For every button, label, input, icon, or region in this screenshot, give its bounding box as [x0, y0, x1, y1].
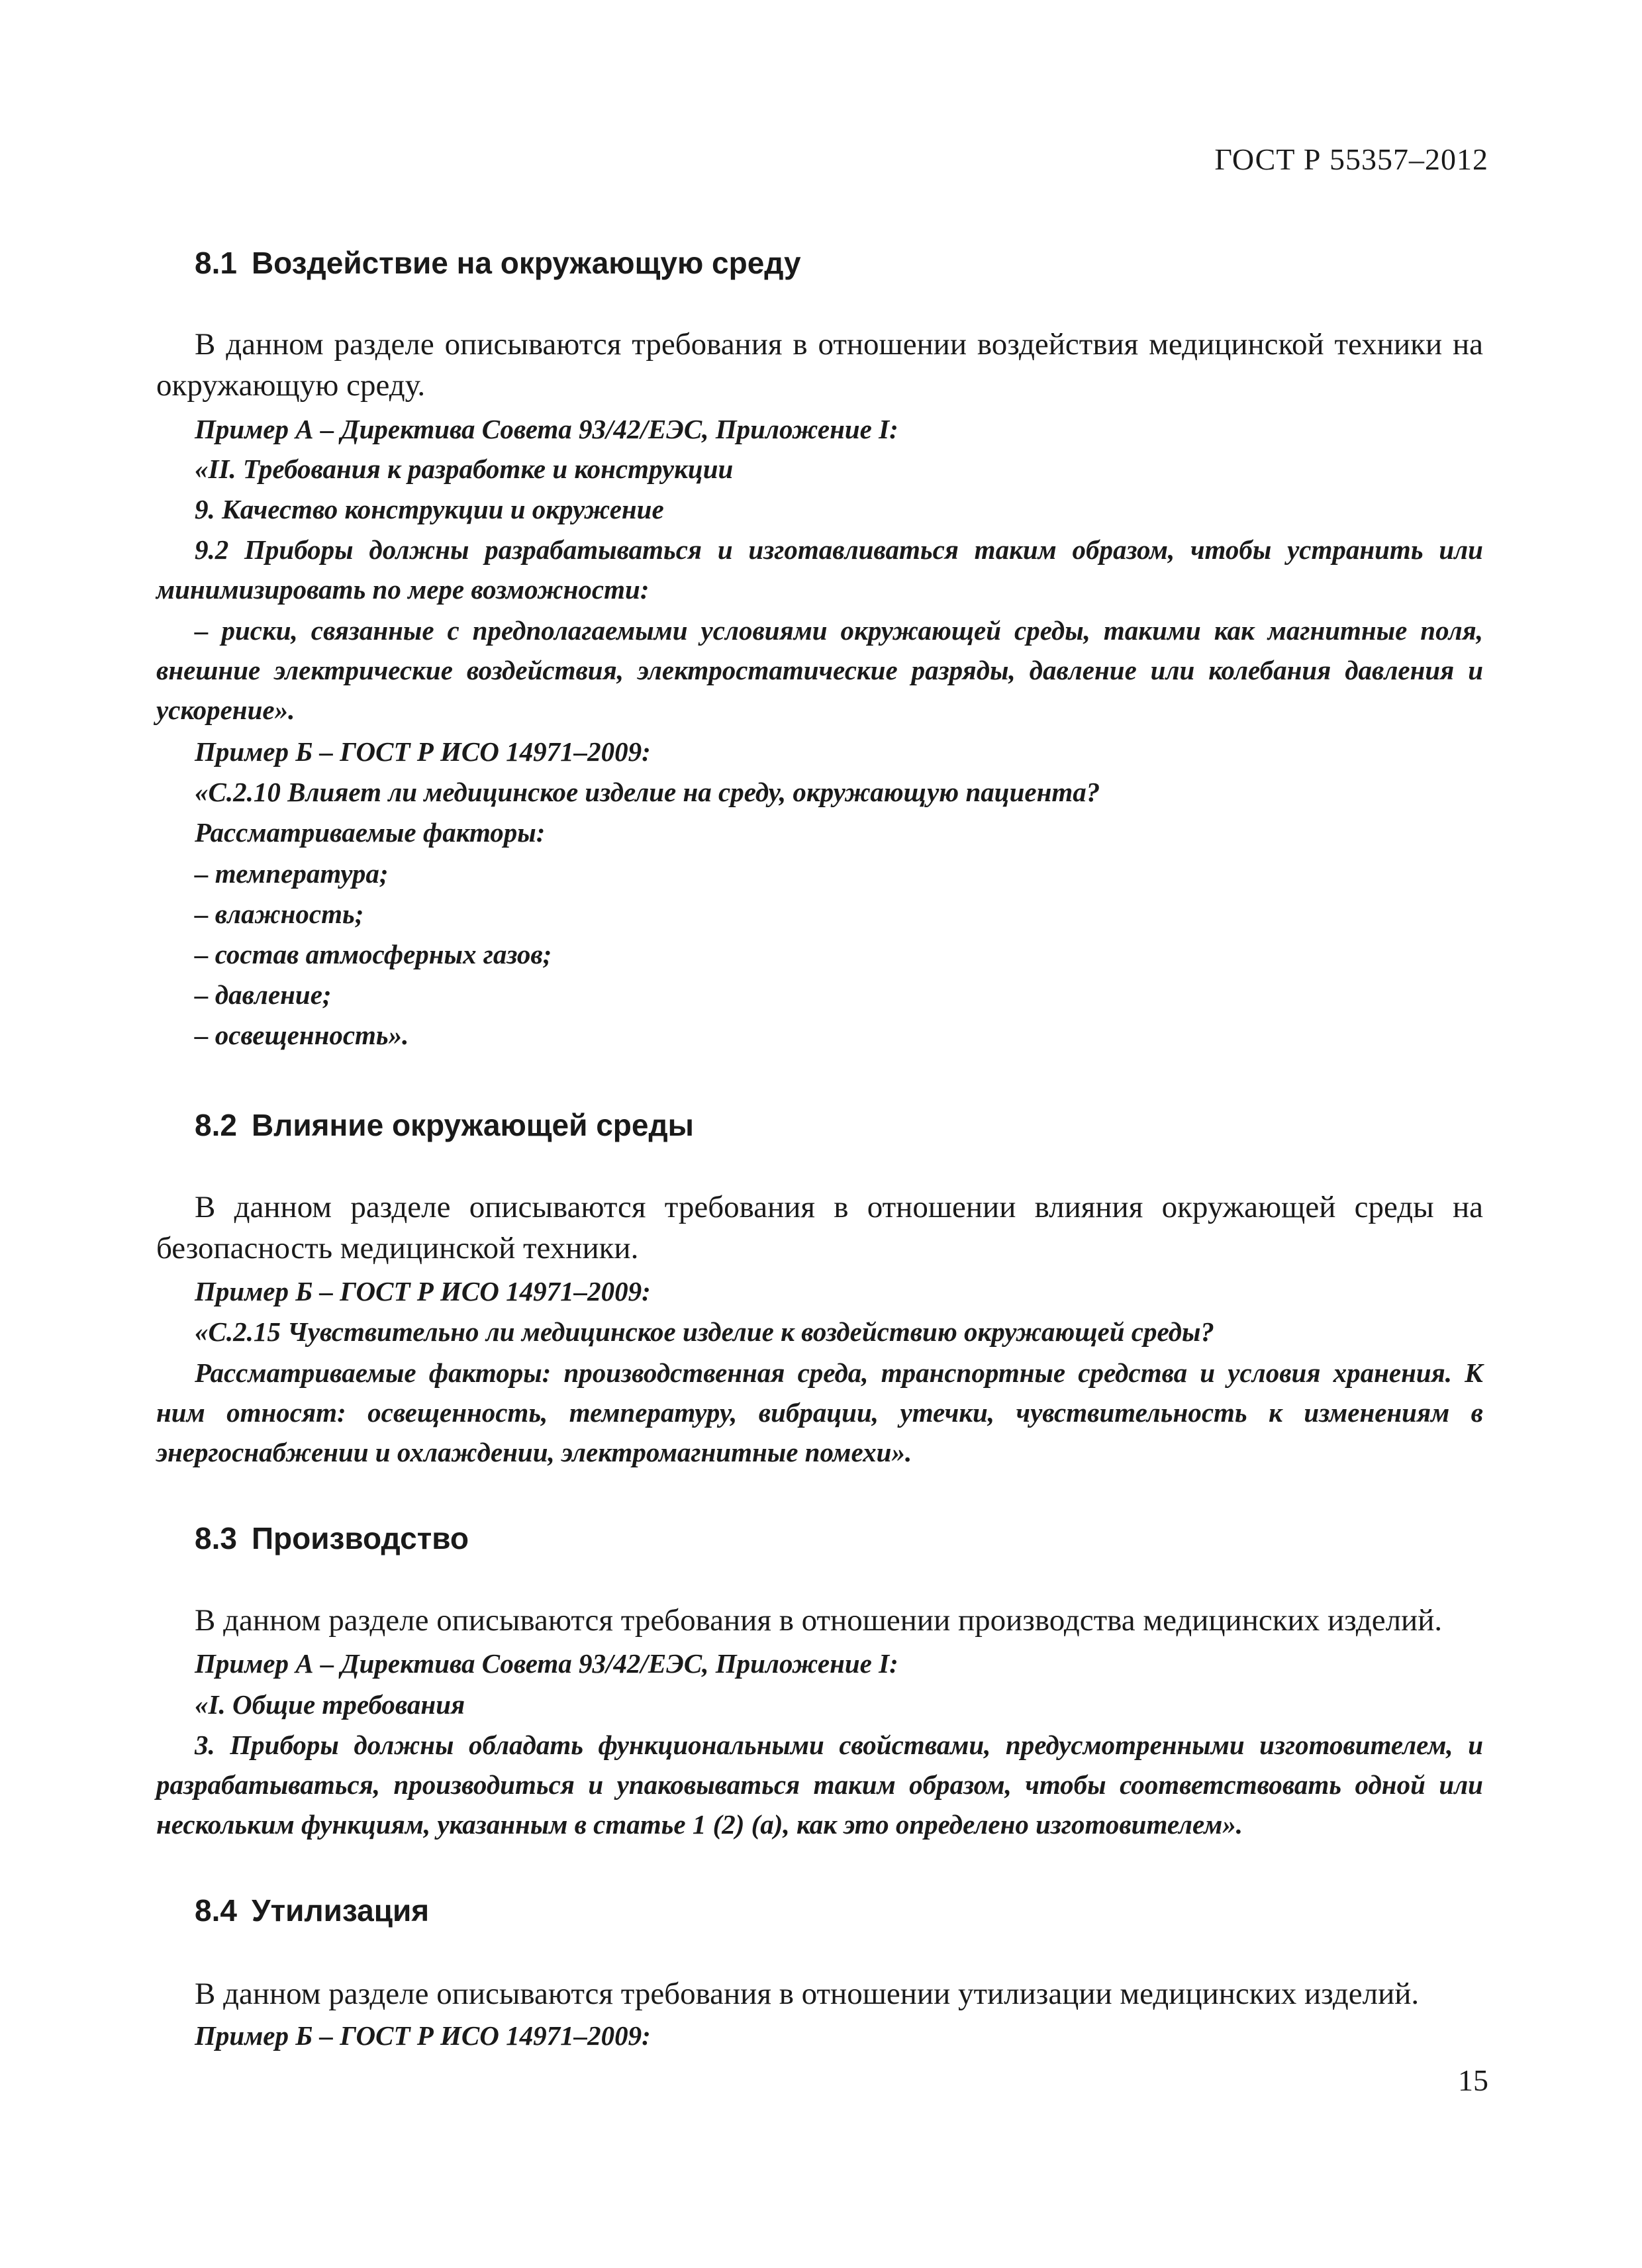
section-title: Производство [251, 1521, 469, 1555]
section-intro: В данном разделе описываются требования в отношении воздействия медицинской техники на окружающую среду. [156, 327, 1483, 403]
section-title: Утилизация [251, 1893, 430, 1928]
section-intro: В данном разделе описываются требования в отношении влияния окружающей среды на безопасность медицинской техники. [156, 1190, 1483, 1265]
section-heading-8-4 [195, 1893, 429, 1928]
section-number: 8.3 [195, 1521, 237, 1555]
section-intro: В данном разделе описываются требования в отношении утилизации медицинских изделий. [195, 1977, 1420, 2011]
example-line: Пример Б – ГОСТ Р ИСО 14971–2009: [195, 1276, 651, 1307]
example-line: Рассматриваемые факторы: [195, 817, 546, 848]
list-item: – освещенность». [195, 1020, 409, 1050]
section-intro: В данном разделе описываются требования в отношении производства медицинских изделий. [195, 1603, 1443, 1638]
list-item: – давление; [195, 979, 332, 1010]
section-title: Влияние окружающей среды [251, 1108, 694, 1142]
page-number: 15 [1458, 2063, 1488, 2097]
example-line: «С.2.10 Влияет ли медицинское изделие на среду, окружающую пациента? [195, 777, 1100, 807]
example-line: «I. Общие требования [195, 1689, 465, 1720]
section-heading-8-1 [195, 245, 801, 281]
section-heading-8-3 [195, 1520, 469, 1556]
example-line: Пример Б – ГОСТ Р ИСО 14971–2009: [195, 2020, 651, 2051]
section-title: Воздействие на окружающую среду [251, 246, 801, 280]
section-heading-8-2 [195, 1107, 694, 1143]
list-item: – температура; [195, 858, 389, 889]
section-number: 8.2 [195, 1108, 237, 1142]
example-line: Пример А – Директива Совета 93/42/ЕЭС, Приложение I: [195, 414, 898, 444]
example-line: Пример Б – ГОСТ Р ИСО 14971–2009: [195, 736, 651, 767]
example-line: «II. Требования к разработке и конструкции [195, 454, 734, 484]
example-line: 9. Качество конструкции и окружение [195, 494, 664, 524]
section-number: 8.4 [195, 1893, 237, 1928]
section-number: 8.1 [195, 246, 237, 280]
list-item: – влажность; [195, 899, 364, 929]
example-line: Рассматриваемые факторы: производственная среда, транспортные средства и условия хранения. К ним относят: освещенность, температуру, вибрации, утечки, чувствительность к изменениям в энергоснабжении и охлаждении, электромагнитные помехи». [156, 1357, 1483, 1467]
example-line: 9.2 Приборы должны разрабатываться и изготавливаться таким образом, чтобы устранить или минимизировать по мере возможности: [156, 534, 1483, 605]
example-line: «С.2.15 Чувствительно ли медицинское изделие к воздействию окружающей среды? [195, 1316, 1214, 1347]
example-line: 3. Приборы должны обладать функциональными свойствами, предусмотренными изготовителем, и разрабатываться, производиться и упаковываться таким образом, чтобы соответствовать одной или нескольким функциям, указанным в статье 1 (2) (a), как это определено изготовителем». [156, 1730, 1483, 1840]
example-line: – риски, связанные с предполагаемыми условиями окружающей среды, такими как магнитные поля, внешние электрические воздействия, электростатические разряды, давление или колебания давления и ускорение». [156, 615, 1483, 725]
standard-header: ГОСТ Р 55357–2012 [1214, 142, 1488, 176]
example-line: Пример А – Директива Совета 93/42/ЕЭС, Приложение I: [195, 1648, 898, 1679]
list-item: – состав атмосферных газов; [195, 939, 552, 969]
